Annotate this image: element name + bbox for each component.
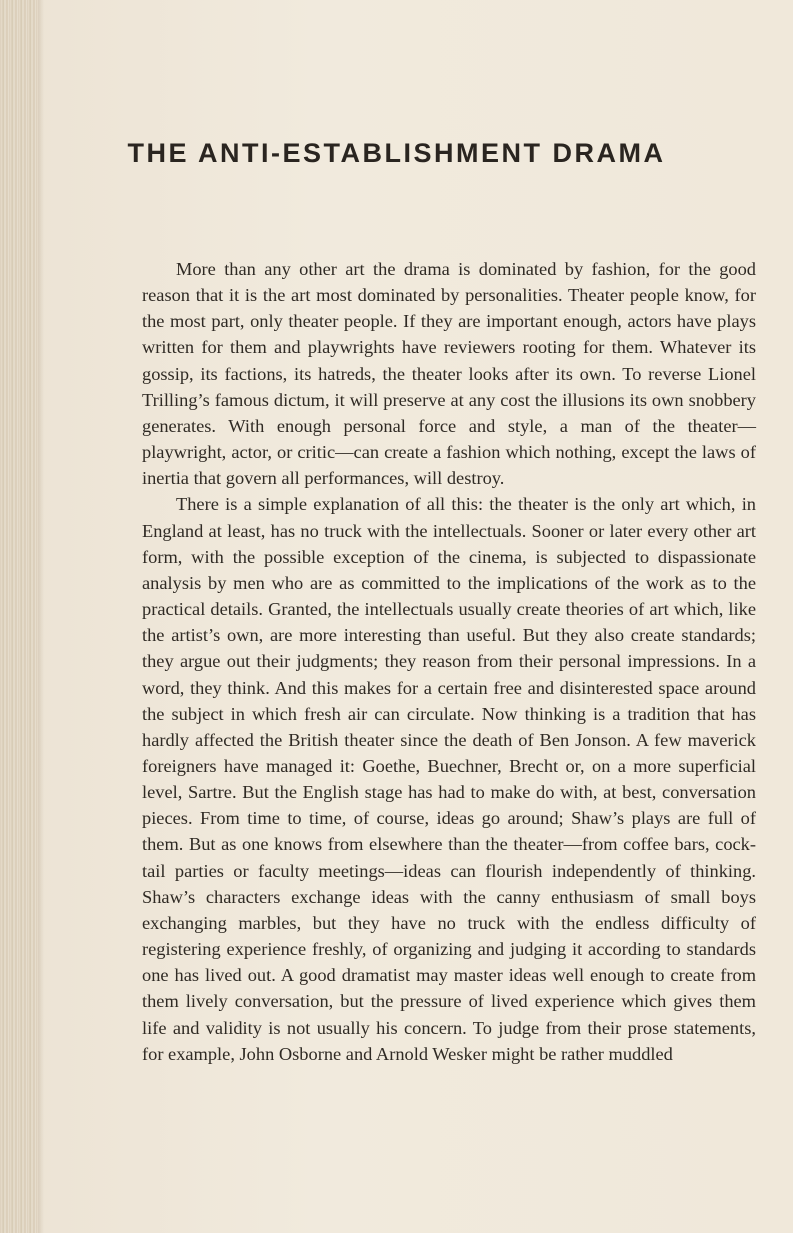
body-text xyxy=(142,256,756,1067)
paragraph-1: More than any other art the drama is dominated by fashion, for the good reason that it is the art most dominated by personalities. Theater people know, for the most part, only theater people. If they are important enough, actors have plays written for them and playwrights have reviewers rooting for them. Whatever its gossip, its factions, its hatreds, the theater looks after its own. To reverse Lionel Trilling’s famous dictum, it will preserve at any cost the illusions its own snobbery generates. With enough personal force and style, a man of the theater— playwright, actor, or critic—can create a fashion which nothing, except the laws of inertia that govern all performances, will destroy. xyxy=(142,259,756,489)
paragraph-2: There is a simple explanation of all this: the theater is the only art which, in England at least, has no truck with the intellectuals. Sooner or later every other art form, with the possible exception of the cinema, is subjected to dispassionate analysis by men who are as committed to the implications of the work as to the practical details. Granted, the intellectuals usually create theories of art which, like the artist’s own, are more interesting than useful. But they also create standards; they argue out their judgments; they reason from their personal impressions. In a word, they think. And this makes for a certain free and disinterested space around the subject in which fresh air can circulate. Now thinking is a tradition that has hardly affected the British theater since the death of Ben Jonson. A few maverick foreigners have managed it: Goethe, Buechner, Brecht or, on a more superficial level, Sartre. But the English stage has had to make do with, at best, conversation pieces. From time to time, of course, ideas go around; Shaw’s plays are full of them. But as one knows from elsewhere than the theater—from coffee bars, cocktail parties or faculty meetings—ideas can flourish independently of thinking. Shaw’s characters exchange ideas with the canny enthusiasm of small boys exchanging marbles, but they have no truck with the endless difficulty of registering experience freshly, of organizing and judging it according to standards one has lived out. A good dramatist may master ideas well enough to create from them lively conversation, but the pressure of lived experience which gives them life and validity is not usually his concern. To judge from their prose statements, for example, John Osborne and Arnold Wesker might be rather muddled xyxy=(142,494,756,1064)
book-binding-edge xyxy=(0,0,38,1233)
chapter-title: THE ANTI-ESTABLISHMENT DRAMA xyxy=(127,138,666,168)
